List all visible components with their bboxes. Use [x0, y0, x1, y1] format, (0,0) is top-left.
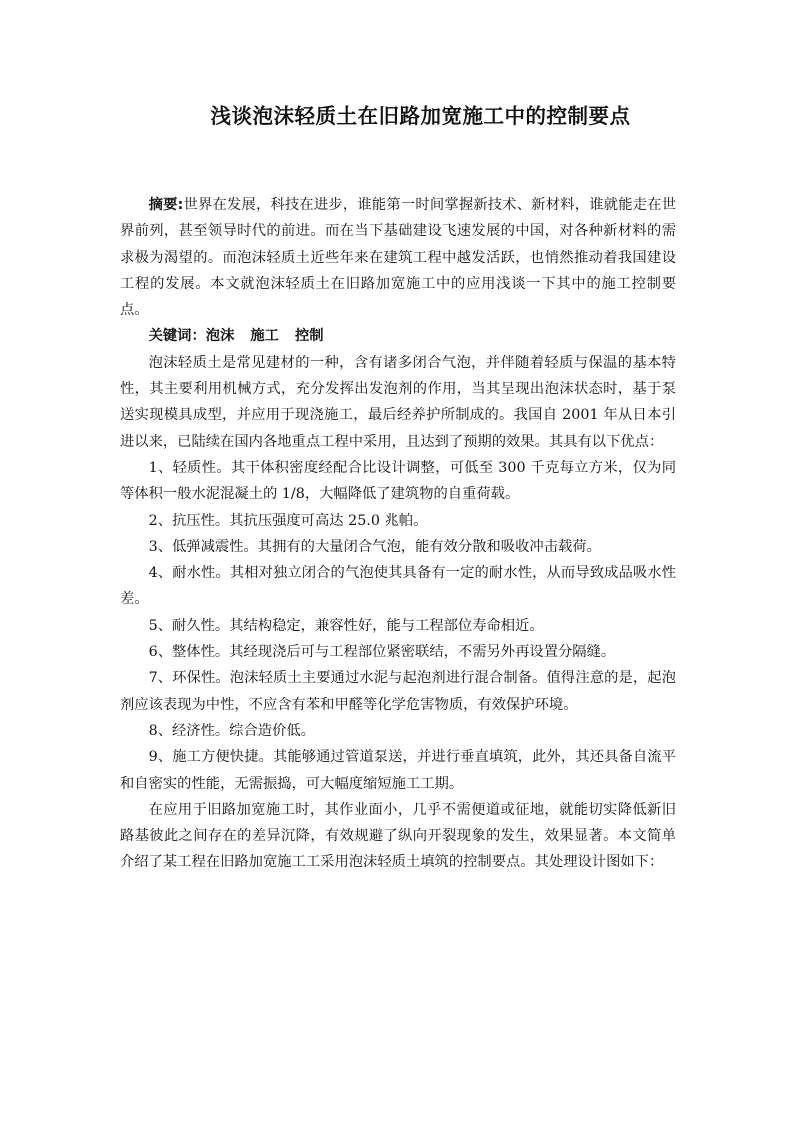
advantage-item: 1、轻质性。其干体积密度经配合比设计调整，可低至 300 千克每立方米，仅为同等体积一般水泥混凝土的 1/8，大幅降低了建筑物的自重荷载。	[120, 459, 676, 503]
abstract-text: 世界在发展，科技在进步，谁能第一时间掌握新技术、新材料，谁就能走在世界前列，甚至领导时代的前进。而在当下基础建设飞速发展的中国，对各种新材料的需求极为渴望的。而泡沫轻质土近些年来在建筑工程中越发活跃，也悄然推动着我国建设工程的发展。本文就泡沫轻质土在旧路加宽施工中的应用浅谈一下其中的施工控制要点。	[120, 197, 676, 319]
keyword-item: 控制	[294, 328, 324, 345]
advantage-item: 5、耐久性。其结构稳定，兼容性好，能与工程部位寿命相近。	[148, 617, 544, 634]
intro-paragraph: 泡沫轻质土是常见建材的一种，含有诸多闭合气泡，并伴随着轻质与保温的基本特性，其主要利用机械方式，充分发挥出发泡剂的作用，当其呈现出泡沫状态时，基于泵送实现模具成型，并应用于现浇施工，最后经养护所制成的。我国自 2001 年从日本引进以来，已陆续在国内各地重点工程中采用，且达到了预期的效果。其具有以下优点：	[120, 354, 676, 450]
keyword-item: 施工	[250, 328, 279, 345]
advantage-item: 4、耐水性。其相对独立闭合的气泡使其具备有一定的耐水性，从而导致成品吸水性差。	[120, 565, 676, 608]
abstract-label: 摘要:	[148, 197, 184, 213]
closing-paragraph: 在应用于旧路加宽施工时，其作业面小，几乎不需便道或征地，就能切实降低新旧路基彼此之间存在的差异沉降，有效规避了纵向开裂现象的发生，效果显著。本文简单介绍了某工程在旧路加宽施工工采用泡沫轻质土填筑的控制要点。其处理设计图如下：	[120, 801, 676, 871]
advantage-item: 3、低弹减震性。其拥有的大量闭合气泡，能有效分散和吸收冲击载荷。	[148, 538, 601, 555]
document-title: 浅谈泡沫轻质土在旧路加宽施工中的控制要点	[210, 104, 631, 128]
advantage-item: 9、施工方便快捷。其能够通过管道泵送，并进行垂直填筑，此外，其还具备自流平和自密实的性能，无需振捣，可大幅度缩短施工工期。	[120, 749, 676, 792]
advantage-item: 8、经济性。综合造价低。	[148, 722, 315, 739]
document-body	[120, 192, 676, 876]
abstract-paragraph	[120, 192, 676, 323]
advantage-item: 7、环保性。泡沫轻质土主要通过水泥与起泡剂进行混合制备。值得注意的是，起泡剂应该表现为中性，不应含有苯和甲醛等化学危害物质，有效保护环境。	[120, 670, 676, 713]
advantage-item: 2、抗压性。其抗压强度可高达 25.0 兆帕。	[148, 512, 428, 529]
keywords-label: 关键词：	[148, 328, 206, 345]
advantage-item: 6、整体性。其经现浇后可与工程部位紧密联结，不需另外再设置分隔缝。	[148, 644, 616, 661]
keywords-line	[120, 323, 676, 349]
keyword-item: 泡沫	[205, 328, 235, 345]
